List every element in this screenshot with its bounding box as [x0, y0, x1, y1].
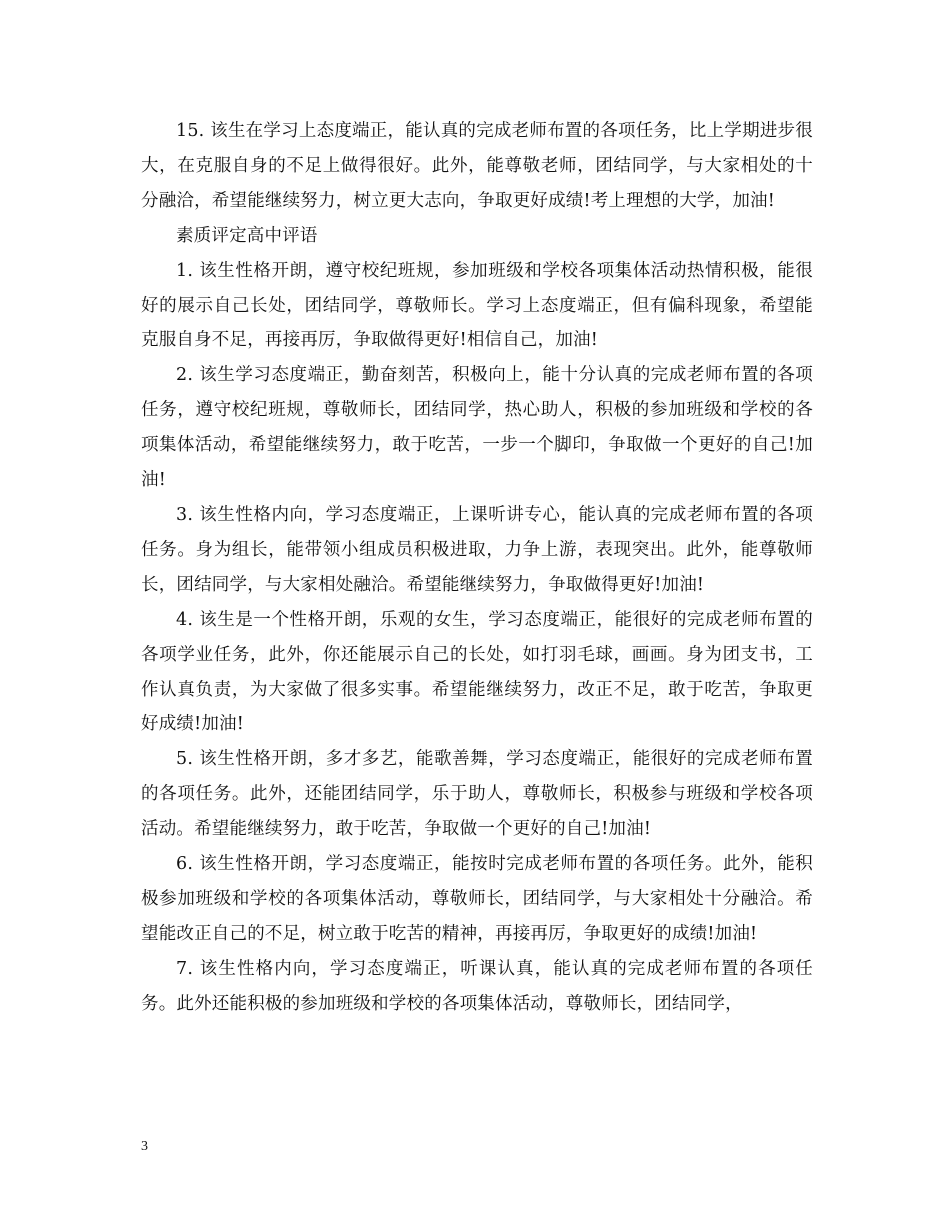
paragraph-comment-3: 3. 该生性格内向，学习态度端正，上课听讲专心，能认真的完成老师布置的各项任务。身为组长，能带领小组成员积极进取，力争上游，表现突出。此外，能尊敬师长，团结同学，与大家相处融洽。希望能继续努力，争取做得更好!加油! — [141, 504, 813, 595]
paragraph-comment-6: 6. 该生性格开朗，学习态度端正，能按时完成老师布置的各项任务。此外，能积极参加班级和学校的各项集体活动，尊敬师长，团结同学，与大家相处十分融洽。希望能改正自己的不足，树立敢于吃苦的精神，再接再厉，争取更好的成绩!加油! — [141, 854, 813, 944]
paragraph-comment-5: 5. 该生性格开朗，多才多艺，能歌善舞，学习态度端正，能很好的完成老师布置的各项任务。此外，还能团结同学，乐于助人，尊敬师长，积极参与班级和学校各项活动。希望能继续努力，敢于吃苦，争取做一个更好的自己!加油! — [141, 749, 813, 840]
paragraph-comment-2: 2. 该生学习态度端正，勤奋刻苦，积极向上，能十分认真的完成老师布置的各项任务，遵守校纪班规，尊敬师长，团结同学，热心助人，积极的参加班级和学校的各项集体活动，希望能继续努力，敢于吃苦，一步一个脚印，争取做一个更好的自己!加油! — [141, 365, 813, 491]
document-body — [141, 114, 813, 1022]
page-number: 3 — [141, 1139, 148, 1154]
paragraph-comment-1: 1. 该生性格开朗，遵守校纪班规，参加班级和学校各项集体活动热情积极，能很好的展示自己长处，团结同学，尊敬师长。学习上态度端正，但有偏科现象，希望能克服自身不足，再接再厉，争取做得更好!相信自己，加油! — [141, 260, 813, 351]
paragraph-comment-15: 15. 该生在学习上态度端正，能认真的完成老师布置的各项任务，比上学期进步很大，在克服自身的不足上做得很好。此外，能尊敬老师，团结同学，与大家相处的十分融洽，希望能继续努力，树立更大志向，争取更好成绩!考上理想的大学，加油! — [141, 121, 813, 211]
paragraph-comment-7: 7. 该生性格内向，学习态度端正，听课认真，能认真的完成老师布置的各项任务。此外还能积极的参加班级和学校的各项集体活动，尊敬师长，团结同学， — [141, 958, 813, 1014]
section-heading: 素质评定高中评语 — [176, 225, 318, 246]
paragraph-comment-4: 4. 该生是一个性格开朗，乐观的女生，学习态度端正，能很好的完成老师布置的各项学业任务，此外，你还能展示自己的长处，如打羽毛球，画画。身为团支书，工作认真负责，为大家做了很多实事。希望能继续努力，改正不足，敢于吃苦，争取更好成绩!加油! — [141, 609, 813, 735]
